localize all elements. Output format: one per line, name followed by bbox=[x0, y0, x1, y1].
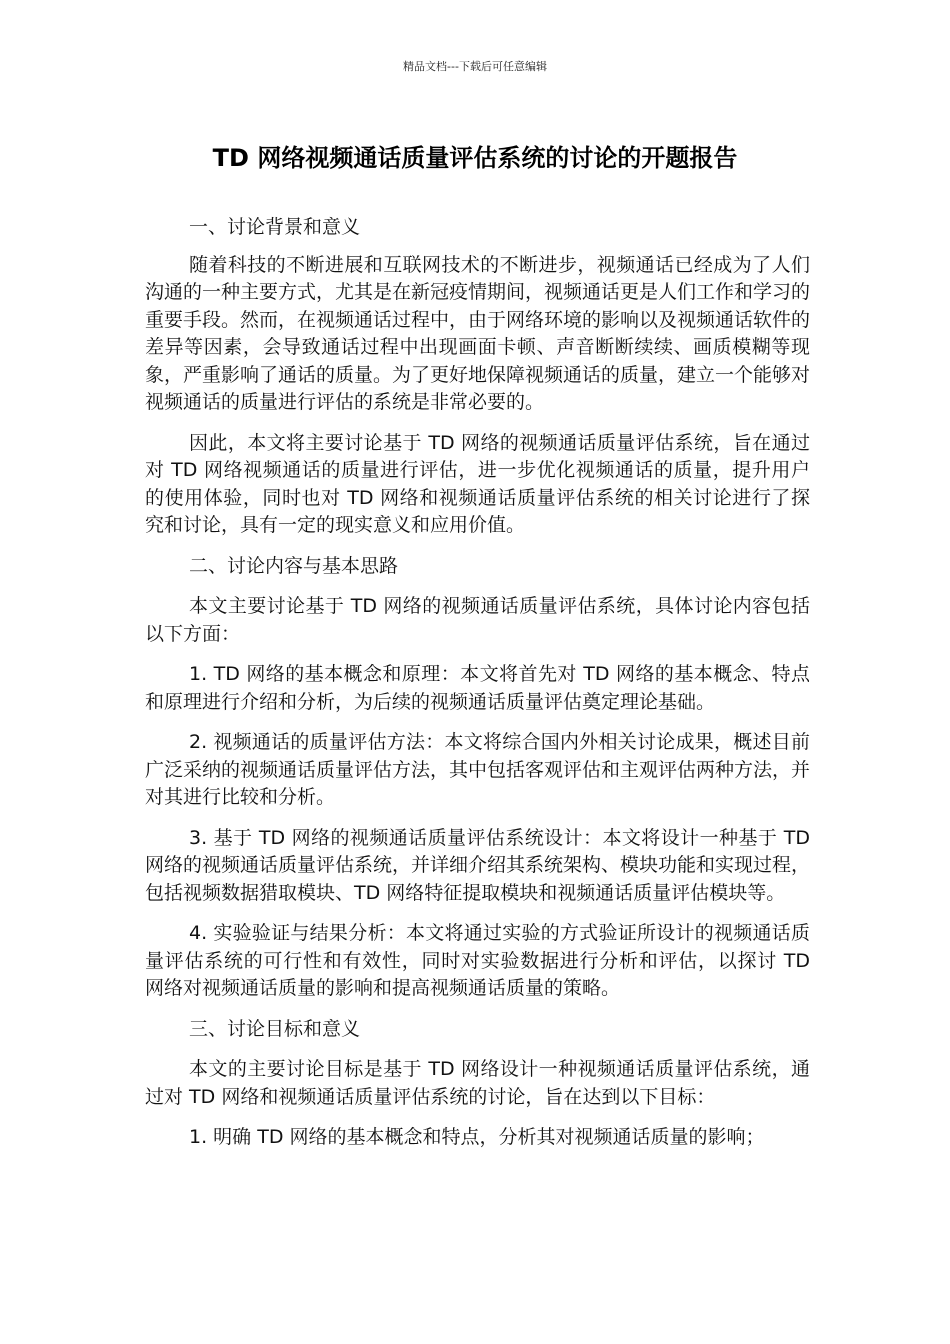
paragraph-purpose: 因此，本文将主要讨论基于 TD 网络的视频通话质量评估系统，旨在通过对 TD 网络视频通话的质量进行评估，进一步优化视频通话的质量，提升用户的使用体验，同时也对 TD 网络和视频通话质量评估系统的相关讨论进行了探究和讨论，具有一定的现实意义和应用价值。 bbox=[145, 431, 810, 536]
paragraph-goals-intro: 本文的主要讨论目标是基于 TD 网络设计一种视频通话质量评估系统，通过对 TD 网络和视频通话质量评估系统的讨论，旨在达到以下目标： bbox=[145, 1058, 810, 1108]
list-item-1: 1. TD 网络的基本概念和原理：本文将首先对 TD 网络的基本概念、特点和原理进行介绍和分析，为后续的视频通话质量评估奠定理论基础。 bbox=[145, 663, 810, 713]
paragraph-content-intro: 本文主要讨论基于 TD 网络的视频通话质量评估系统，具体讨论内容包括以下方面： bbox=[145, 595, 810, 645]
section-heading-goals: 三、讨论目标和意义 bbox=[189, 1017, 361, 1040]
section-heading-background: 一、讨论背景和意义 bbox=[189, 216, 361, 238]
document-body bbox=[145, 214, 810, 1152]
paragraph-background: 随着科技的不断进展和互联网技术的不断进步，视频通话已经成为了人们沟通的一种主要方式，尤其是在新冠疫情期间，视频通话更是人们工作和学习的重要手段。然而，在视频通话过程中，由于网络环境的影响以及视频通话软件的差异等因素，会导致通话过程中出现画面卡顿、声音断断续续、画质模糊等现象，严重影响了通话的质量。为了更好地保障视频通话的质量，建立一个能够对视频通话的质量进行评估的系统是非常必要的。 bbox=[145, 253, 811, 413]
list-item-3: 3. 基于 TD 网络的视频通话质量评估系统设计：本文将设计一种基于 TD 网络的视频通话质量评估系统，并详细介绍其系统架构、模块功能和实现过程，包括视频数据猎取模块、TD 网络特征提取模块和视频通话质量评估模块等。 bbox=[145, 826, 811, 904]
page-header: 精品文档---下载后可任意编辑 bbox=[403, 60, 547, 73]
goal-item-1: 1. 明确 TD 网络的基本概念和特点，分析其对视频通话质量的影响； bbox=[189, 1126, 765, 1148]
document-title: TD 网络视频通话质量评估系统的讨论的开题报告 bbox=[212, 144, 738, 172]
list-item-2: 2. 视频通话的质量评估方法：本文将综合国内外相关讨论成果，概述目前广泛采纳的视频通话质量评估方法，其中包括客观评估和主观评估两种方法，并对其进行比较和分析。 bbox=[145, 731, 811, 808]
list-item-4: 4. 实验验证与结果分析：本文将通过实验的方式验证所设计的视频通话质量评估系统的可行性和有效性，同时对实验数据进行分析和评估，以探讨 TD 网络对视频通话质量的影响和提高视频通话质量的策略。 bbox=[145, 922, 810, 999]
section-heading-content: 二、讨论内容与基本思路 bbox=[189, 554, 399, 577]
